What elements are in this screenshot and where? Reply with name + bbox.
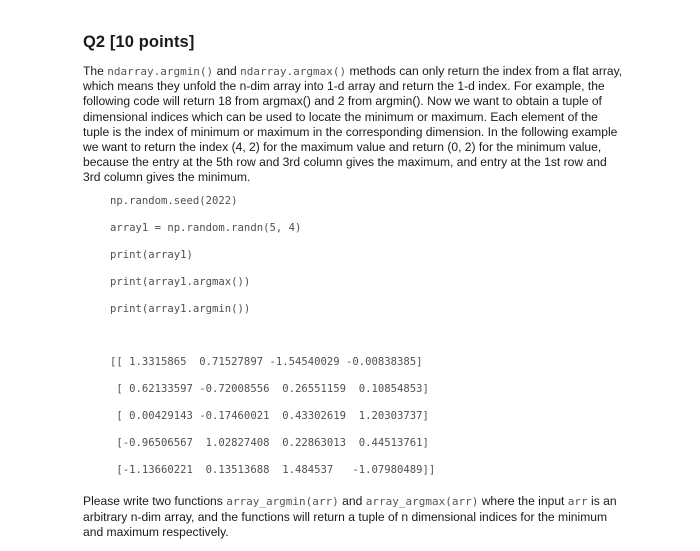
intro-paragraph <box>83 64 623 186</box>
argmin-inline-code: ndarray.argmin() <box>107 65 214 78</box>
closing-and: and <box>342 494 363 508</box>
fn-argmin-code: array_argmin(arr) <box>226 495 339 508</box>
argmax-inline-code: ndarray.argmax() <box>240 65 347 78</box>
output-row-1: [[ 1.3315865 0.71527897 -1.54540029 -0.00838385] <box>110 356 423 368</box>
arr-inline-code: arr <box>567 495 588 508</box>
code-line-seed: np.random.seed(2022) <box>110 195 238 207</box>
question-title: Q2 [10 points] <box>83 33 195 51</box>
intro-and: and <box>216 64 237 78</box>
closing-lead: Please write two functions <box>83 494 223 508</box>
intro-lead: The <box>83 64 104 78</box>
output-row-2: [ 0.62133597 -0.72008556 0.26551159 0.10854853] <box>110 383 429 395</box>
code-line-randn: array1 = np.random.randn(5, 4) <box>110 222 302 234</box>
intro-body: methods can only return the index from a flat array, which means they unfold the n-dim array into 1-d array and return the 1-d index. For example, the following code will return 18 from argmax() and 2 from argmin(). Now we want to obtain a tuple of dimensional indices which can be used to locate the minimum or maximum. Each element of the tuple is the index of minimum or maximum in the corresponding dimension. In the following example we want to return the index (4, 2) for the maximum value and return (0, 2) for the minimum value, because the entry at the 5th row and 3rd column gives the maximum, and entry at the 1st row and 3rd column gives the minimum. <box>83 64 623 185</box>
output-row-4: [-0.96506567 1.02827408 0.22863013 0.44513761] <box>110 437 429 449</box>
output-row-5: [-1.13660221 0.13513688 1.484537 -1.07980489]] <box>110 464 436 476</box>
code-line-print-array: print(array1) <box>110 249 193 261</box>
closing-mid: where the input <box>481 494 565 508</box>
closing-tail: is an arbitrary n-dim array, and the functions will return a tuple of n dimensional indices for the minimum and maximum respectively. <box>83 494 617 539</box>
code-line-print-argmax: print(array1.argmax()) <box>110 276 251 288</box>
output-row-3: [ 0.00429143 -0.17460021 0.43302619 1.20303737] <box>110 410 429 422</box>
fn-argmax-code: array_argmax(arr) <box>365 495 479 508</box>
code-line-print-argmin: print(array1.argmin()) <box>110 303 251 315</box>
instructions-paragraph <box>83 494 623 541</box>
